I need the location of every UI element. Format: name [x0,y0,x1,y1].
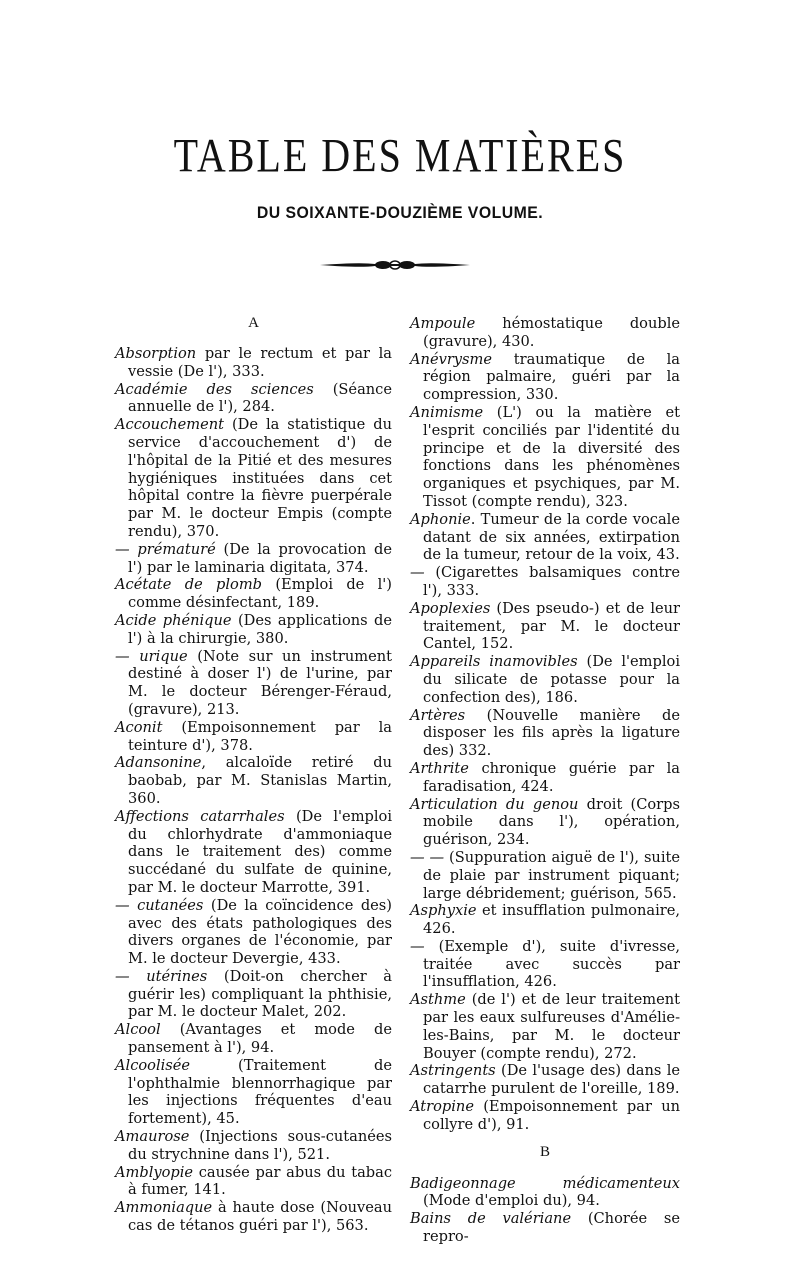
index-entry [115,345,392,381]
entry-keyword: Appareils inamovibles [410,653,578,671]
entry-text: traumatique de la région palmaire, guéri par la compression, 330. [423,350,680,404]
index-entry [410,796,680,849]
entry-text: (Empoisonnement par la teinture d'), 378. [128,718,392,754]
section-letter-b: B [539,1143,550,1160]
entry-text: et insufflation pulmonaire, 426. [423,902,680,938]
index-entry [115,416,392,541]
index-entry [410,902,680,938]
entries-list-a-left [115,345,392,1235]
index-entry [410,1062,680,1098]
entry-keyword: Atropine [410,1098,474,1116]
entry-keyword: Apoplexies [410,599,491,617]
entry-keyword: Alcoolisée [115,1056,191,1074]
entry-text: à haute dose (Nouveau cas de tétanos guéri par l'), 563. [128,1199,392,1235]
index-entry [115,381,392,417]
entry-keyword: Amaurose [115,1128,190,1146]
left-column [115,315,392,1235]
entry-keyword: — [410,937,439,955]
entry-keyword: Asthme [410,991,466,1009]
entry-keyword: — [410,564,436,582]
index-entry [410,1098,680,1134]
index-entry [410,511,680,564]
entry-keyword: Aphonie [410,510,471,528]
entry-keyword: Adansonine [115,754,202,772]
index-entry [410,315,680,351]
index-entry [410,707,680,760]
index-entry [410,1210,680,1246]
entry-keyword: — urique [115,647,188,665]
entry-keyword: — cutanées [115,896,204,914]
index-entry [115,541,392,577]
page-title: TABLE DES MATIÈRES [173,129,627,183]
entry-text: causée par abus du tabac à fumer, 141. [128,1163,392,1199]
entry-text: (Nouvelle manière de disposer les fils après la ligature des) 332. [423,706,680,760]
index-entry [115,576,392,612]
entry-text: (De l'emploi du silicate de potasse pour la confection des), 186. [423,653,680,706]
entry-keyword: — utérines [115,967,208,985]
entry-text: (Suppuration aiguë de l'), suite de plaie par instrument piquant; large débridement; guérison, 565. [423,848,681,902]
entry-text: (Avantages et mode de pansement à l'), 94. [128,1021,392,1057]
index-entry [115,612,392,648]
index-entry [410,991,680,1062]
entry-text: (De l'usage des) dans le catarrhe purulent de l'oreille, 189. [423,1062,680,1098]
entry-keyword: Astringents [410,1062,496,1080]
index-entry [410,564,680,600]
entry-text: (Cigarettes balsamiques contre l'), 333. [423,564,680,599]
entry-keyword: Aconit [115,718,163,736]
entry-text: (Note sur un instrument destiné à doser l') de l'urine, par M. le docteur Bérenger-Féraud, (gravure), 213. [128,647,392,718]
entry-keyword: Absorption [115,345,197,362]
entry-text: (Doit-on chercher à guérir les) compliquant la phthisie, par M. le docteur Malet, 202. [128,967,392,1021]
entry-keyword: Affections catarrhales [115,807,285,825]
entry-keyword: — prématuré [115,540,216,558]
entry-text: droit (Corps mobile dans l'), opération, guérison, 234. [423,795,680,849]
index-entry [115,719,392,755]
entry-keyword: Animisme [410,403,484,421]
index-entry [410,653,680,706]
entry-text: hémostatique double (gravure), 430. [423,315,680,350]
entry-keyword: Arthrite [410,759,469,777]
entry-text: (Empoisonnement par un collyre d'), 91. [423,1098,680,1133]
index-entry [115,754,392,807]
entry-text: (De la provocation de l') par le laminaria digitata, 374. [128,540,392,576]
entry-text: . Tumeur de la corde vocale datant de six années, extirpation de la tumeur, retour de la voix, 43. [423,510,680,564]
entry-text: (Chorée se repro- [423,1210,680,1246]
entry-text: (Traitement de l'ophthalmie blennorrhagique par les injections fréquentes d'eau fortement), 45. [128,1056,392,1128]
page-subtitle: DU SOIXANTE-DOUZIÈME VOLUME. [256,203,544,222]
entry-keyword: Asphyxie [410,902,477,920]
entry-keyword: Anévrysme [410,350,493,368]
entry-text: (Mode d'emploi du), 94. [423,1192,600,1210]
index-entry [115,897,392,968]
entry-keyword: Acide phénique [115,611,232,629]
entries-list-a-right [410,315,680,1134]
entry-text: (De la coïncidence des) avec des états pathologiques des divers organes de l'économie, par M. le docteur Devergie, 433. [128,896,392,968]
entry-text: chronique guérie par la faradisation, 424. [423,759,680,795]
section-letter-a: A [248,315,259,331]
entry-keyword: Artères [410,706,466,724]
index-entry [115,808,392,897]
entry-text: (Emploi de l') comme désinfectant, 189. [128,576,393,612]
entry-text: par le rectum et par la vessie (De l'), 333. [128,345,392,380]
index-entry [410,760,680,796]
index-entry [410,938,680,991]
index-entry [115,1021,392,1057]
index-entry [115,1199,392,1235]
index-entry [410,849,680,902]
entry-text: (De l'emploi du chlorhydrate d'ammoniaque dans le traitement des) comme succédané du sulfate de quinine, par M. le docteur Marrotte, 391. [128,807,392,896]
index-entry [115,1057,392,1128]
entry-keyword: Acétate de plomb [115,576,263,594]
entry-keyword: — — [410,848,450,866]
index-entry [115,968,392,1021]
entry-keyword: Accouchement [115,416,225,434]
entry-text: , alcaloïde retiré du baobab, par M. Stanislas Martin, 360. [128,754,392,807]
right-column [410,315,680,1246]
ornament-divider-icon [320,258,470,272]
entry-text: (Des applications de l') à la chirurgie, 380. [128,611,392,647]
entry-keyword: Bains de valériane [410,1210,572,1228]
entry-keyword: Académie des sciences [115,380,314,398]
index-entry [410,404,680,511]
entry-keyword: Ammoniaque [115,1199,213,1217]
entry-keyword: Badigeonnage médicamenteux [410,1174,680,1192]
entry-text: (L') ou la matière et l'esprit conciliés par l'identité du principe et de la diversité des fonctions dans les phénomènes organiques et psychiques, par M. Tissot (compte rendu), 323. [423,403,680,510]
entry-text: (Des pseudo-) et de leur traitement, par M. le docteur Cantel, 152. [423,599,680,653]
index-entry [115,648,392,719]
index-entry [410,600,680,653]
index-entry [410,1175,680,1211]
entry-text: (Séance annuelle de l'), 284. [128,380,392,416]
entry-keyword: Articulation du genou [410,795,579,813]
entry-text: (de l') et de leur traitement par les eaux sulfureuses d'Amélie-les-Bains, par M. le docteur Bouyer (compte rendu), 272. [423,991,680,1062]
entry-keyword: Alcool [115,1021,161,1039]
entries-list-b [410,1175,680,1246]
index-entry [115,1128,392,1164]
entry-keyword: Ampoule [410,315,476,332]
entry-keyword: Amblyopie [115,1163,194,1181]
entry-text: (De la statistique du service d'accouchement d') de l'hôpital de la Pitié et des mesures hygiéniques instituées dans cet hôpital contre la fièvre puerpérale par M. le docteur Empis (compte rendu), 370. [128,416,392,540]
index-entry [410,351,680,404]
entry-text: (Injections sous-cutanées du strychnine dans l'), 521. [128,1128,392,1163]
index-entry [115,1164,392,1200]
entry-text: (Exemple d'), suite d'ivresse, traitée avec succès par l'insufflation, 426. [423,937,681,991]
